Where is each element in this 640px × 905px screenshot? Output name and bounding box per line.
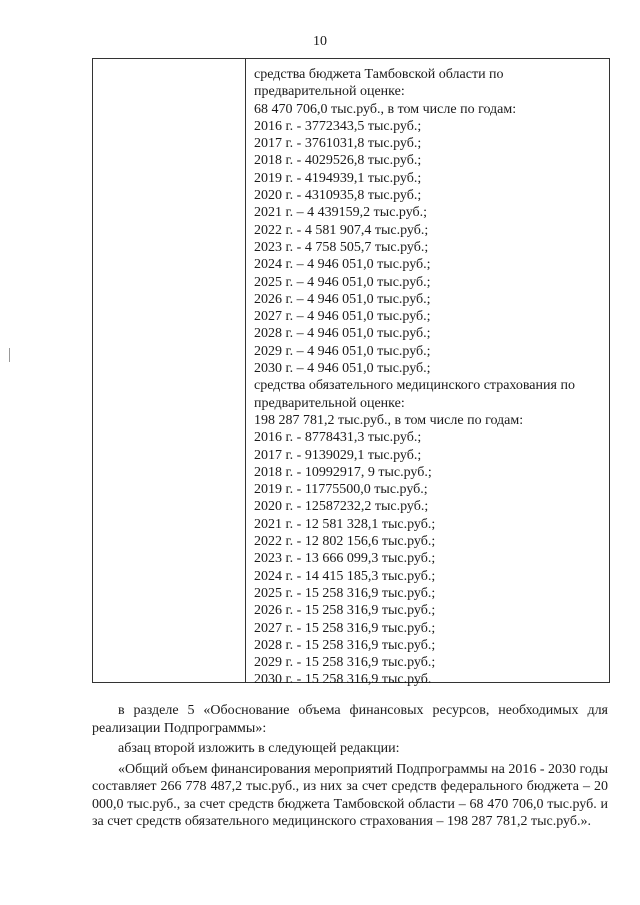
table-line: 68 470 706,0 тыс.руб., в том числе по годам: bbox=[254, 101, 517, 117]
table-line: средства бюджета Тамбовской области по bbox=[254, 67, 504, 82]
table-line: 2017 г. - 9139029,1 тыс.руб.; bbox=[254, 447, 422, 463]
funding-table bbox=[92, 58, 610, 688]
table-line: 2029 г. - 15 258 316,9 тыс.руб.; bbox=[254, 655, 436, 671]
table-line: 2028 г. – 4 946 051,0 тыс.руб.; bbox=[254, 326, 431, 342]
table-line: 2022 г. - 4 581 907,4 тыс.руб.; bbox=[254, 222, 429, 238]
table-line: 2026 г. – 4 946 051,0 тыс.руб.; bbox=[254, 291, 431, 307]
table-column-divider bbox=[245, 59, 246, 682]
table-line: 2016 г. - 8778431,3 тыс.руб.; bbox=[254, 430, 422, 446]
table-line: 2023 г. - 4 758 505,7 тыс.руб.; bbox=[254, 239, 429, 255]
table-line: 2027 г. – 4 946 051,0 тыс.руб.; bbox=[254, 309, 431, 325]
table-line: предварительной оценке: bbox=[254, 395, 405, 411]
paragraph-total-funding: «Общий объем финансирования мероприятий Подпрограммы на 2016 - 2030 годы составляет 266 778 487,2 тыс.руб., из них за счет средств федерального бюджета – 20 000,0 тыс.руб., за счет средств бюджета Тамбовской области – 68 470 706,0 тыс.руб. и за счет средств обязательного медицинского страхования – 198 287 781,2 тыс.руб.». bbox=[92, 761, 609, 829]
amendment-text bbox=[92, 702, 608, 831]
table-line: 2021 г. - 12 581 328,1 тыс.руб.; bbox=[254, 516, 436, 532]
table-line: 2025 г. - 15 258 316,9 тыс.руб.; bbox=[254, 585, 436, 601]
margin-scan-mark bbox=[9, 348, 10, 362]
table-line: 2019 г. - 11775500,0 тыс.руб.; bbox=[254, 482, 428, 498]
table-line: 2021 г. – 4 439159,2 тыс.руб.; bbox=[254, 205, 428, 221]
table-line: 2024 г. - 14 415 185,3 тыс.руб.; bbox=[254, 568, 436, 584]
paragraph-instruction: абзац второй изложить в следующей редакции: bbox=[118, 741, 400, 756]
table-line: 2018 г. - 10992917, 9 тыс.руб.; bbox=[254, 464, 432, 480]
table-line: 2029 г. – 4 946 051,0 тыс.руб.; bbox=[254, 343, 431, 359]
table-line: 2024 г. – 4 946 051,0 тыс.руб.; bbox=[254, 257, 431, 273]
table-line: 2030 г. – 4 946 051,0 тыс.руб.; bbox=[254, 361, 431, 377]
table-line: 2019 г. - 4194939,1 тыс.руб.; bbox=[254, 170, 422, 186]
table-line: 2030 г. - 15 258 316,9 тыс.руб. bbox=[254, 672, 432, 688]
table-line: 2016 г. - 3772343,5 тыс.руб.; bbox=[254, 118, 422, 134]
table-line: 2023 г. - 13 666 099,3 тыс.руб.; bbox=[254, 551, 436, 567]
table-line: 2026 г. - 15 258 316,9 тыс.руб.; bbox=[254, 603, 436, 619]
table-line: 2025 г. – 4 946 051,0 тыс.руб.; bbox=[254, 274, 431, 290]
paragraph-section-5: в разделе 5 «Обоснование объема финансовых ресурсов, необходимых для реализации Подпрограммы»: bbox=[92, 703, 608, 736]
table-line: 2027 г. - 15 258 316,9 тыс.руб.; bbox=[254, 620, 436, 636]
table-line: 2020 г. - 4310935,8 тыс.руб.; bbox=[254, 188, 422, 204]
table-line: 2018 г. - 4029526,8 тыс.руб.; bbox=[254, 153, 422, 169]
page-number: 10 bbox=[313, 34, 327, 49]
table-line: 2017 г. - 3761031,8 тыс.руб.; bbox=[254, 136, 422, 152]
table-right-column bbox=[254, 66, 606, 689]
table-line: предварительной оценке: bbox=[254, 84, 405, 100]
table-line: 2022 г. - 12 802 156,6 тыс.руб.; bbox=[254, 534, 436, 550]
table-line: 2020 г. - 12587232,2 тыс.руб.; bbox=[254, 499, 429, 515]
table-line: 198 287 781,2 тыс.руб., в том числе по годам: bbox=[254, 412, 524, 428]
table-line: средства обязательного медицинского страхования по bbox=[254, 378, 575, 394]
table-line: 2028 г. - 15 258 316,9 тыс.руб.; bbox=[254, 637, 436, 653]
